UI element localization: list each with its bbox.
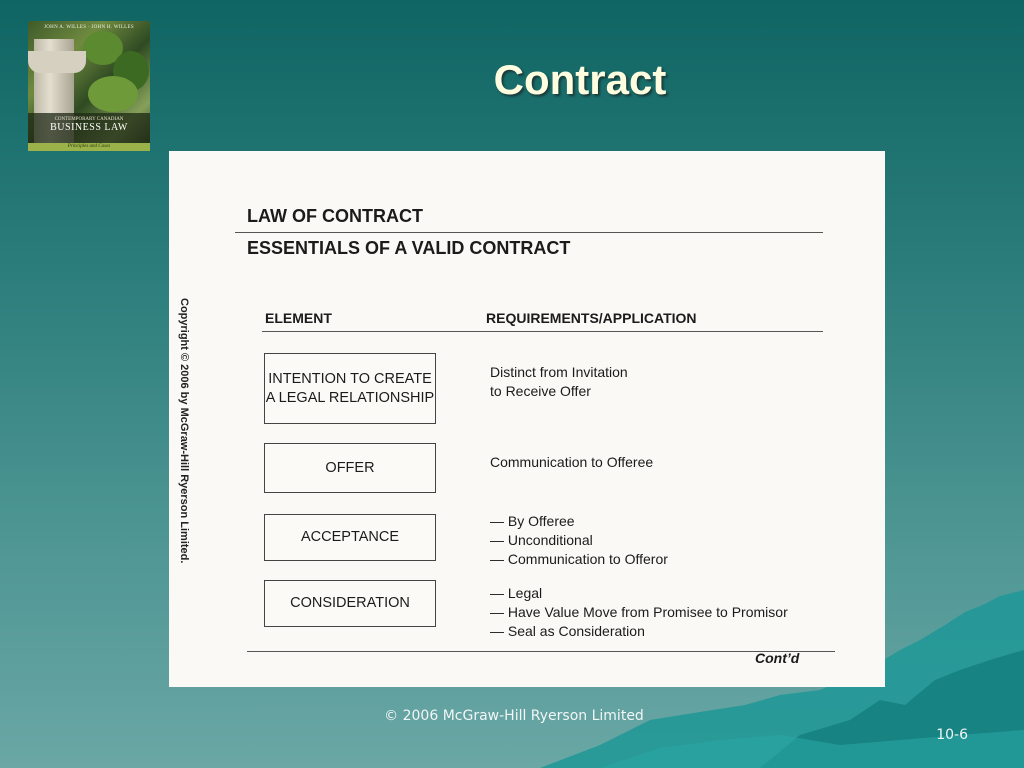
requirement-line: Communication to Offeree [490, 454, 654, 470]
requirement-line: — By Offeree [490, 513, 575, 529]
footer-copyright: © 2006 McGraw-Hill Ryerson Limited [384, 708, 644, 724]
requirement-line: — Seal as Consideration [490, 623, 645, 639]
column-header-element: ELEMENT [265, 310, 332, 326]
bottom-divider [247, 651, 835, 652]
book-subtitle: CONTEMPORARY CANADIAN [54, 117, 124, 122]
heading-divider [235, 232, 823, 233]
book-title: BUSINESS LAW [50, 122, 128, 133]
continued-label: Cont’d [755, 650, 800, 666]
element-box-acceptance: ACCEPTANCE [264, 514, 436, 561]
requirement-line: Distinct from Invitation [490, 364, 628, 380]
requirement-line: to Receive Offer [490, 383, 591, 399]
figure-heading-sub: ESSENTIALS OF A VALID CONTRACT [247, 238, 571, 258]
requirement-line: — Unconditional [490, 532, 593, 548]
figure-vertical-copyright: Copyright © 2006 by McGraw-Hill Ryerson Limited. [178, 298, 190, 564]
element-box-intention: INTENTION TO CREATE A LEGAL RELATIONSHIP [264, 353, 436, 424]
element-box-offer: OFFER [264, 443, 436, 493]
slide-title: Contract [493, 56, 667, 103]
requirement-line: — Legal [490, 585, 543, 601]
book-title-band [28, 113, 150, 143]
requirement-line: — Communication to Offeror [490, 551, 668, 567]
book-cover-image [28, 21, 150, 151]
column-header-requirements: REQUIREMENTS/APPLICATION [486, 310, 697, 326]
requirement-line: — Have Value Move from Promisee to Promisor [490, 604, 788, 620]
book-tagline: Principles and Cases [28, 143, 150, 151]
column-capital-graphic [28, 51, 86, 73]
page-number: 10-6 [936, 727, 968, 743]
figure-heading-main: LAW OF CONTRACT [247, 206, 423, 226]
column-header-divider [262, 331, 823, 332]
book-authors: JOHN A. WILLES · JOHN H. WILLES [44, 25, 134, 30]
leaf-shape [88, 76, 138, 112]
element-box-consideration: CONSIDERATION [264, 580, 436, 627]
